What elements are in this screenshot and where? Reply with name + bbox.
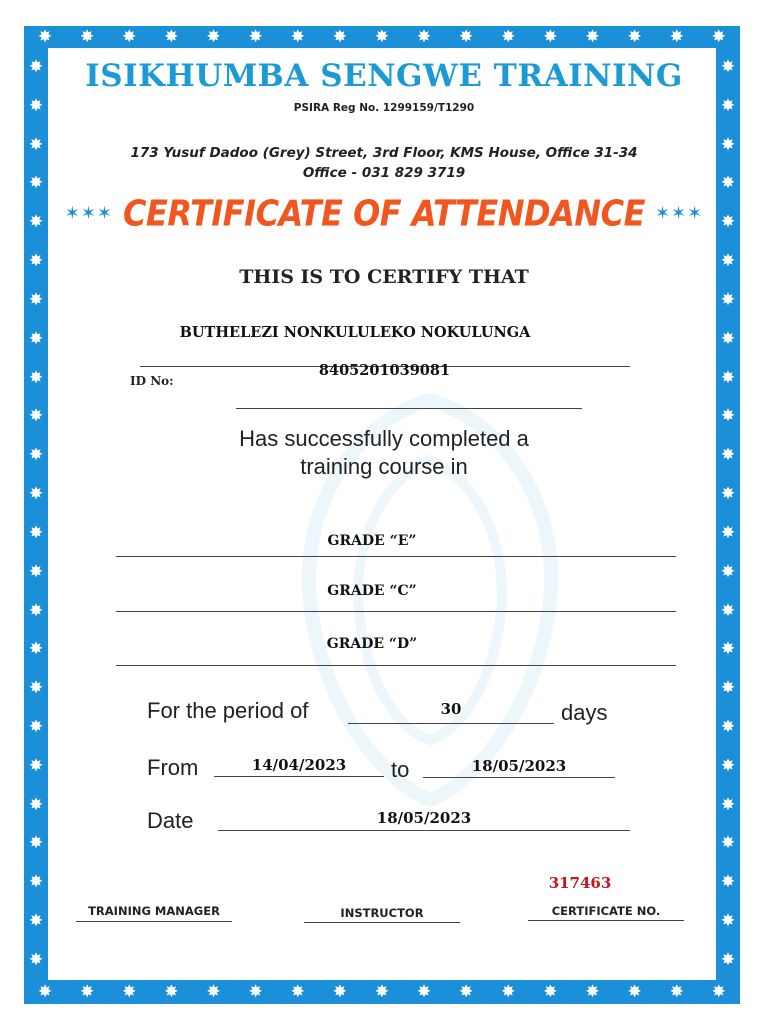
border-star-icon: ✸ xyxy=(28,212,44,233)
border-star-icon: ✸ xyxy=(80,981,95,1002)
border-star-icon: ✸ xyxy=(28,600,44,621)
border-star-icon: ✸ xyxy=(374,26,390,47)
date-underline xyxy=(218,830,630,831)
border-star-icon: ✸ xyxy=(28,406,44,427)
border-star-icon: ✸ xyxy=(122,26,137,47)
border-star-icon: ✸ xyxy=(28,445,44,466)
border-star-icon: ✸ xyxy=(720,212,736,233)
border-star-icon: ✸ xyxy=(720,794,736,815)
border-star-icon: ✸ xyxy=(585,26,600,47)
border-star-icon: ✸ xyxy=(290,981,305,1002)
period-label: For the period of xyxy=(147,698,309,723)
border-star-icon: ✸ xyxy=(720,872,736,893)
border-star-icon: ✸ xyxy=(720,406,736,427)
border-star-icon: ✸ xyxy=(164,26,179,47)
border-star-icon: ✸ xyxy=(28,716,44,737)
completed-line-1: Has successfully completed a xyxy=(239,426,529,451)
border-star-icon: ✸ xyxy=(720,600,736,621)
period-underline xyxy=(348,723,554,724)
border-stars-left xyxy=(24,48,48,980)
border-star-icon: ✸ xyxy=(585,981,600,1002)
certify-heading: THIS IS TO CERTIFY THAT xyxy=(239,266,529,288)
organization-name: ISIKHUMBA SENGWE TRAINING xyxy=(85,58,683,94)
border-star-icon: ✸ xyxy=(501,26,516,47)
to-date: 18/05/2023 xyxy=(471,757,567,775)
border-star-icon: ✸ xyxy=(248,26,263,47)
border-star-icon: ✸ xyxy=(720,56,736,77)
grade-1: GRADE “E” xyxy=(327,533,417,549)
border-star-icon: ✸ xyxy=(720,445,736,466)
border-star-icon: ✸ xyxy=(290,26,305,47)
border-star-icon: ✸ xyxy=(206,981,221,1002)
border-star-icon: ✸ xyxy=(720,755,736,776)
border-star-icon: ✸ xyxy=(28,251,44,272)
border-star-icon: ✸ xyxy=(374,981,390,1002)
border-star-icon: ✸ xyxy=(28,949,44,970)
training-manager-label: TRAINING MANAGER xyxy=(88,904,220,918)
border-star-icon: ✸ xyxy=(459,26,474,47)
border-star-icon: ✸ xyxy=(332,981,347,1002)
instructor-signature-line xyxy=(304,922,460,923)
to-underline xyxy=(423,777,615,778)
period-unit: days xyxy=(561,700,608,725)
from-underline xyxy=(214,776,384,777)
border-star-icon: ✸ xyxy=(28,755,44,776)
grade-1-underline xyxy=(116,556,676,557)
border-star-icon: ✸ xyxy=(720,484,736,505)
date-label: Date xyxy=(147,808,194,833)
border-star-icon: ✸ xyxy=(720,328,736,349)
from-date: 14/04/2023 xyxy=(251,756,347,774)
border-star-icon: ✸ xyxy=(459,981,474,1002)
border-star-icon: ✸ xyxy=(28,95,44,116)
border-star-icon: ✸ xyxy=(28,561,44,582)
completed-text xyxy=(0,425,768,481)
border-star-icon: ✸ xyxy=(501,981,516,1002)
training-manager-signature-line xyxy=(76,921,232,922)
border-star-icon: ✸ xyxy=(720,522,736,543)
title-stars-left-icon: ✶✶✶ xyxy=(64,202,114,224)
border-star-icon: ✸ xyxy=(543,26,558,47)
border-star-icon: ✸ xyxy=(122,981,137,1002)
period-value: 30 xyxy=(440,700,462,718)
border-star-icon: ✸ xyxy=(28,173,44,194)
border-star-icon: ✸ xyxy=(28,522,44,543)
certificate-no-label: CERTIFICATE NO. xyxy=(551,904,661,918)
certificate-title: CERTIFICATE OF ATTENDANCE xyxy=(123,191,645,235)
border-star-icon: ✸ xyxy=(28,872,44,893)
border-star-icon: ✸ xyxy=(720,678,736,699)
border-star-icon: ✸ xyxy=(711,26,726,47)
border-star-icon: ✸ xyxy=(80,26,95,47)
grade-2-underline xyxy=(116,611,676,612)
border-star-icon: ✸ xyxy=(720,833,736,854)
border-star-icon: ✸ xyxy=(720,716,736,737)
from-label: From xyxy=(147,755,199,780)
grade-3-underline xyxy=(116,665,676,666)
border-star-icon: ✸ xyxy=(720,251,736,272)
border-star-icon: ✸ xyxy=(28,56,44,77)
border-star-icon: ✸ xyxy=(28,289,44,310)
certificate-title-row xyxy=(0,191,768,235)
certificate-number: 317463 xyxy=(548,874,612,892)
grade-2: GRADE “C” xyxy=(327,583,417,599)
border-star-icon: ✸ xyxy=(720,949,736,970)
instructor-label: INSTRUCTOR xyxy=(340,906,424,920)
completed-line-2: training course in xyxy=(300,454,468,479)
recipient-name: BUTHELEZI NONKULULEKO NOKULUNGA xyxy=(179,324,531,341)
border-star-icon: ✸ xyxy=(416,981,432,1002)
border-star-icon: ✸ xyxy=(28,639,44,660)
border-star-icon: ✸ xyxy=(37,26,53,47)
border-star-icon: ✸ xyxy=(28,328,44,349)
office-phone: Office - 031 829 3719 xyxy=(302,165,466,181)
border-star-icon: ✸ xyxy=(720,911,736,932)
border-star-icon: ✸ xyxy=(28,678,44,699)
border-star-icon: ✸ xyxy=(720,367,736,388)
border-stars-right xyxy=(716,48,740,980)
border-star-icon: ✸ xyxy=(37,981,53,1002)
id-number: 8405201039081 xyxy=(318,362,451,379)
border-star-icon: ✸ xyxy=(720,134,736,155)
psira-registration: PSIRA Reg No. 1299159/T1290 xyxy=(293,102,475,114)
border-star-icon: ✸ xyxy=(627,981,642,1002)
title-stars-right-icon: ✶✶✶ xyxy=(654,202,704,224)
border-star-icon: ✸ xyxy=(669,26,684,47)
border-star-icon: ✸ xyxy=(248,981,263,1002)
border-star-icon: ✸ xyxy=(720,561,736,582)
organization-address: 173 Yusuf Dadoo (Grey) Street, 3rd Floor, KMS House, Office 31-34 xyxy=(130,145,638,161)
border-star-icon: ✸ xyxy=(720,173,736,194)
border-star-icon: ✸ xyxy=(206,26,221,47)
border-star-icon: ✸ xyxy=(28,484,44,505)
border-star-icon: ✸ xyxy=(720,289,736,310)
border-star-icon: ✸ xyxy=(543,981,558,1002)
certificate-no-line xyxy=(528,920,684,921)
border-star-icon: ✸ xyxy=(627,26,642,47)
border-star-icon: ✸ xyxy=(28,134,44,155)
border-star-icon: ✸ xyxy=(164,981,179,1002)
border-star-icon: ✸ xyxy=(28,833,44,854)
border-stars-top xyxy=(24,26,740,48)
to-label: to xyxy=(391,757,410,782)
border-star-icon: ✸ xyxy=(416,26,432,47)
border-star-icon: ✸ xyxy=(720,95,736,116)
border-star-icon: ✸ xyxy=(711,981,726,1002)
border-star-icon: ✸ xyxy=(332,26,347,47)
border-stars-bottom xyxy=(24,981,740,1003)
border-star-icon: ✸ xyxy=(28,794,44,815)
date-value: 18/05/2023 xyxy=(376,809,472,827)
border-star-icon: ✸ xyxy=(720,639,736,660)
id-label: ID No: xyxy=(130,374,174,388)
border-star-icon: ✸ xyxy=(28,911,44,932)
border-star-icon: ✸ xyxy=(669,981,684,1002)
id-underline xyxy=(236,408,582,409)
grade-3: GRADE “D” xyxy=(326,636,418,652)
border-star-icon: ✸ xyxy=(28,367,44,388)
